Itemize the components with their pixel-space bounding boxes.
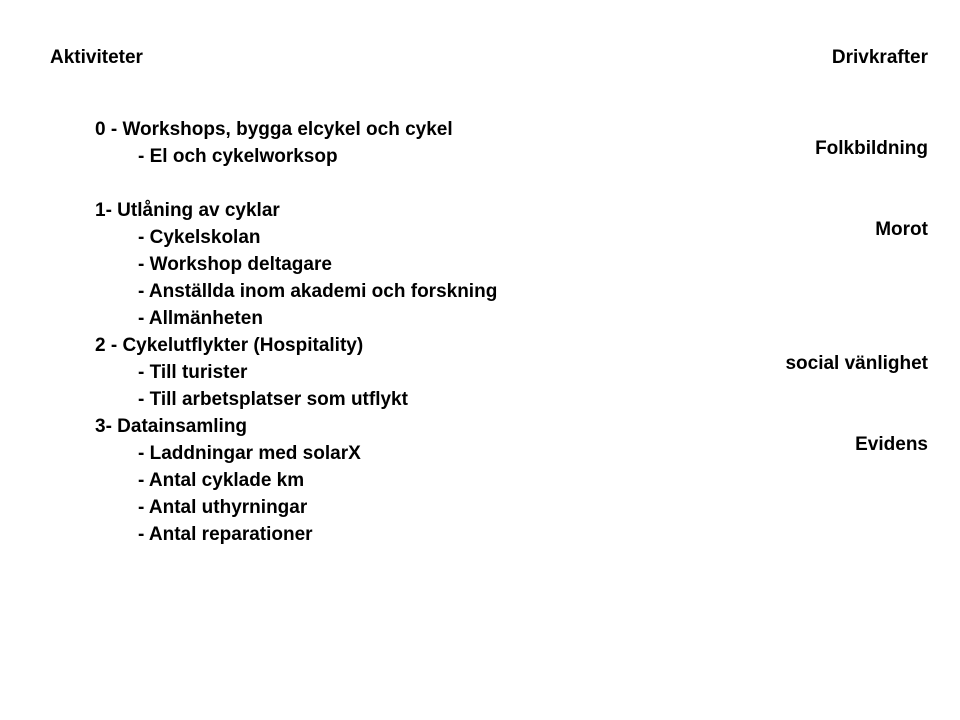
activity-line: - Antal reparationer <box>138 524 313 545</box>
activity-line: - Workshop deltagare <box>138 254 332 275</box>
activities-heading: Aktiviteter <box>50 47 143 68</box>
activity-line: - El och cykelworksop <box>138 146 338 167</box>
activity-line: - Anställda inom akademi och forskning <box>138 281 498 302</box>
activity-line: - Antal uthyrningar <box>138 497 308 518</box>
activity-line: 2 - Cykelutflykter (Hospitality) <box>95 335 364 356</box>
activity-spacer <box>95 170 497 197</box>
activity-line: 3- Datainsamling <box>95 416 248 437</box>
drivers-heading: Drivkrafter <box>831 47 928 68</box>
activity-line: - Cykelskolan <box>138 227 261 248</box>
activity-line: - Antal cyklade km <box>138 470 305 491</box>
driver-evidens: Evidens <box>855 434 928 455</box>
activity-line: 0 - Workshops, bygga elcykel och cykel <box>95 119 453 140</box>
driver-morot: Morot <box>875 219 928 240</box>
activity-line: - Till turister <box>138 362 248 383</box>
activity-line: 1- Utlåning av cyklar <box>95 200 280 221</box>
driver-folkbildning: Folkbildning <box>815 138 928 159</box>
activities-list <box>95 116 497 548</box>
activity-line: - Laddningar med solarX <box>138 443 361 464</box>
driver-social-vanlighet: social vänlighet <box>785 353 928 374</box>
activity-line: - Allmänheten <box>138 308 263 329</box>
activity-line: - Till arbetsplatser som utflykt <box>138 389 408 410</box>
